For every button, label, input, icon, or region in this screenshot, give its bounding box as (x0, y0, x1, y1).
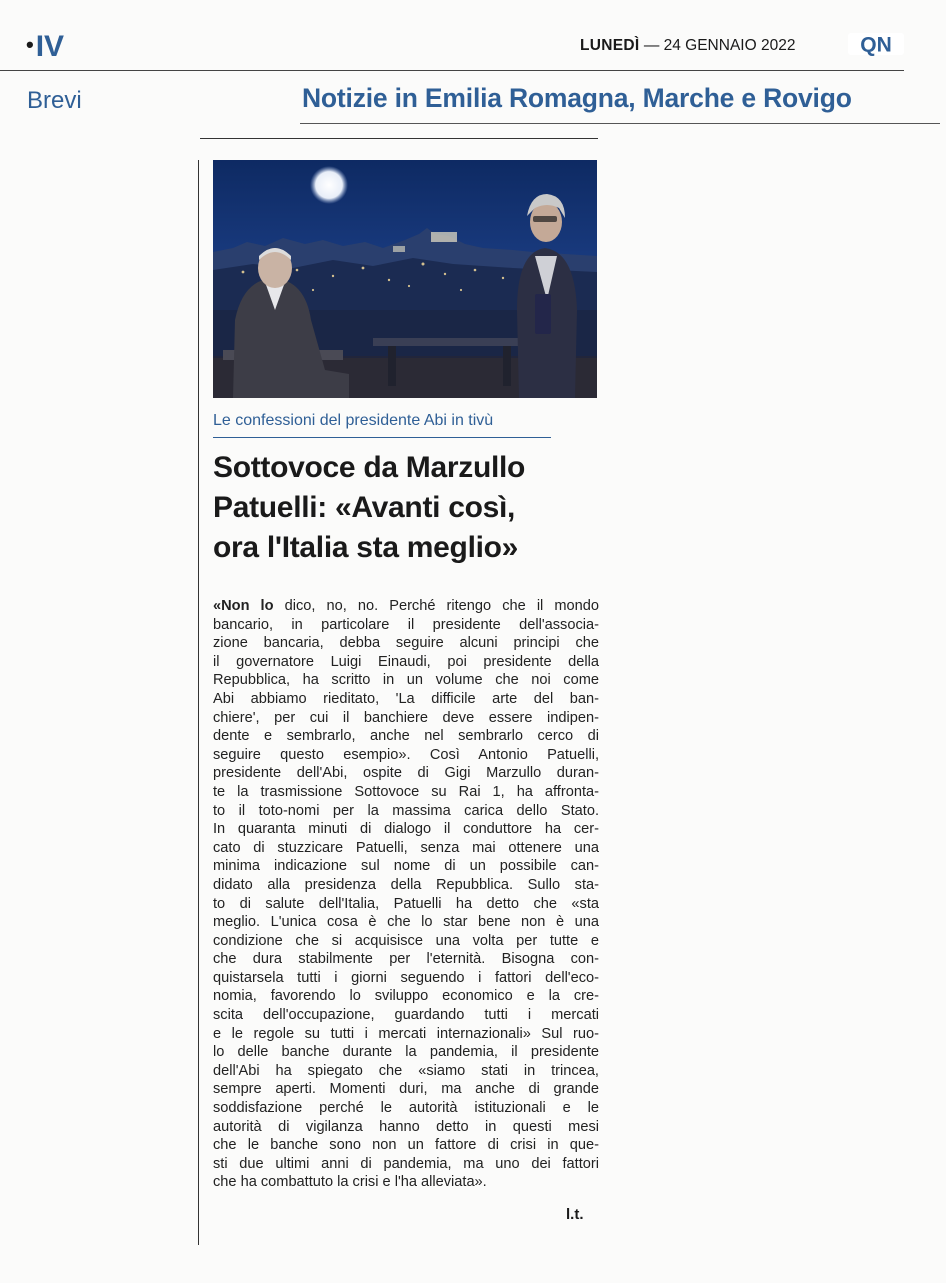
body-line: sempre aperti. Momenti duri, ma anche di grande (213, 1081, 599, 1098)
page-number-text: IV (35, 30, 65, 63)
section-label: Brevi (27, 87, 82, 114)
author-signature: l.t. (566, 1206, 584, 1223)
headline-line: Patuelli: «Avanti così, (213, 491, 516, 524)
headline-line: Sottovoce da Marzullo (213, 451, 526, 484)
page-number (26, 30, 64, 64)
day-of-week: LUNEDÌ (580, 37, 640, 54)
body-line: condizione che si acquisisce una volta per tutte e (213, 932, 599, 949)
bullet-dot: • (26, 32, 34, 57)
body-line: che ha combattuto la crisi e l'ha alleviata». (213, 1174, 487, 1191)
body-line: presidente dell'Abi, ospite di Gigi Marzullo duran- (213, 765, 599, 782)
body-line: che le banche sono non un fattore di crisi in que- (213, 1137, 599, 1154)
body-line: autorità di vigilanza hanno detto in questi mesi (213, 1118, 599, 1135)
headline-line: ora l'Italia sta meglio» (213, 531, 519, 564)
body-line: nomia, favorendo lo sviluppo economico e la cre- (213, 988, 599, 1005)
article-body (213, 597, 599, 1192)
body-line: to il toto-nomi per la massima carica dello Stato. (213, 802, 599, 819)
body-line: to di salute dell'Italia, Patuelli ha detto che «sta (213, 895, 599, 912)
kicker-underline (213, 437, 551, 438)
qn-logo-icon (848, 32, 904, 56)
lead-words: «Non lo (213, 598, 274, 614)
body-line: e le regole su tutti i mercati internazionali» Sul ruo- (213, 1025, 599, 1042)
tv-studio-interview-photo (213, 160, 597, 398)
body-line-text: dico, no, no. Perché ritengo che il mondo (273, 598, 599, 614)
body-line: Repubblica, ha scritto in un volume che noi come (213, 672, 599, 689)
body-line: bancario, in particolare il presidente dell'associa- (213, 616, 599, 633)
body-line: lo delle banche durante la pandemia, il presidente (213, 1044, 599, 1061)
section-title: Notizie in Emilia Romagna, Marche e Rovigo (302, 83, 852, 113)
article-kicker: Le confessioni del presidente Abi in tivù (213, 412, 494, 429)
body-line: chiere', per cui il banchiere deve essere indipen- (213, 709, 599, 726)
body-line: minima indicazione sul nome di un possibile can- (213, 858, 599, 875)
body-line: dell'Abi ha spiegato che «siamo stati in trincea, (213, 1062, 599, 1079)
body-line: soddisfazione perché le autorità istituzionali e le (213, 1100, 599, 1117)
body-line: meglio. L'unica cosa è che lo star bene non è una (213, 914, 599, 931)
body-line: che dura stabilmente per l'eternità. Bisogna con- (213, 951, 599, 968)
body-line: sti due ultimi anni di pandemia, ma uno dei fattori (213, 1155, 599, 1172)
logo-text: QN (860, 33, 892, 56)
column-left-rule (198, 160, 199, 1245)
header-rule (0, 70, 904, 71)
body-line: didato alla presidenza della Repubblica. Sullo sta- (213, 876, 599, 893)
body-line: cato di stuzzicare Patuelli, senza mai ottenere una (213, 839, 599, 856)
article-photo (213, 160, 597, 398)
body-line: zione bancaria, debba seguire alcuni principi che (213, 635, 599, 652)
body-line: quistarsela tutti i giorni seguendo i fattori dell'eco- (213, 969, 599, 986)
section-rule (300, 123, 940, 124)
body-line (213, 597, 599, 616)
body-line: Abi abbiamo rieditato, 'La difficile arte del ban- (213, 690, 599, 707)
publication-date: — 24 GENNAIO 2022 (643, 37, 796, 54)
date-line (580, 37, 795, 55)
article-headline (213, 448, 613, 568)
column-top-rule (200, 138, 598, 139)
body-line: te la trasmissione Sottovoce su Rai 1, ha affronta- (213, 783, 599, 800)
body-line: dente e sembrarlo, anche nel sembrarlo cerco di (213, 728, 599, 745)
body-line: scita dell'occupazione, guardando tutti i mercati (213, 1007, 599, 1024)
body-line: il governatore Luigi Einaudi, poi presidente della (213, 653, 599, 670)
body-line: In quaranta minuti di dialogo il conduttore ha cer- (213, 821, 599, 838)
body-line: seguire questo esempio». Così Antonio Patuelli, (213, 746, 599, 763)
